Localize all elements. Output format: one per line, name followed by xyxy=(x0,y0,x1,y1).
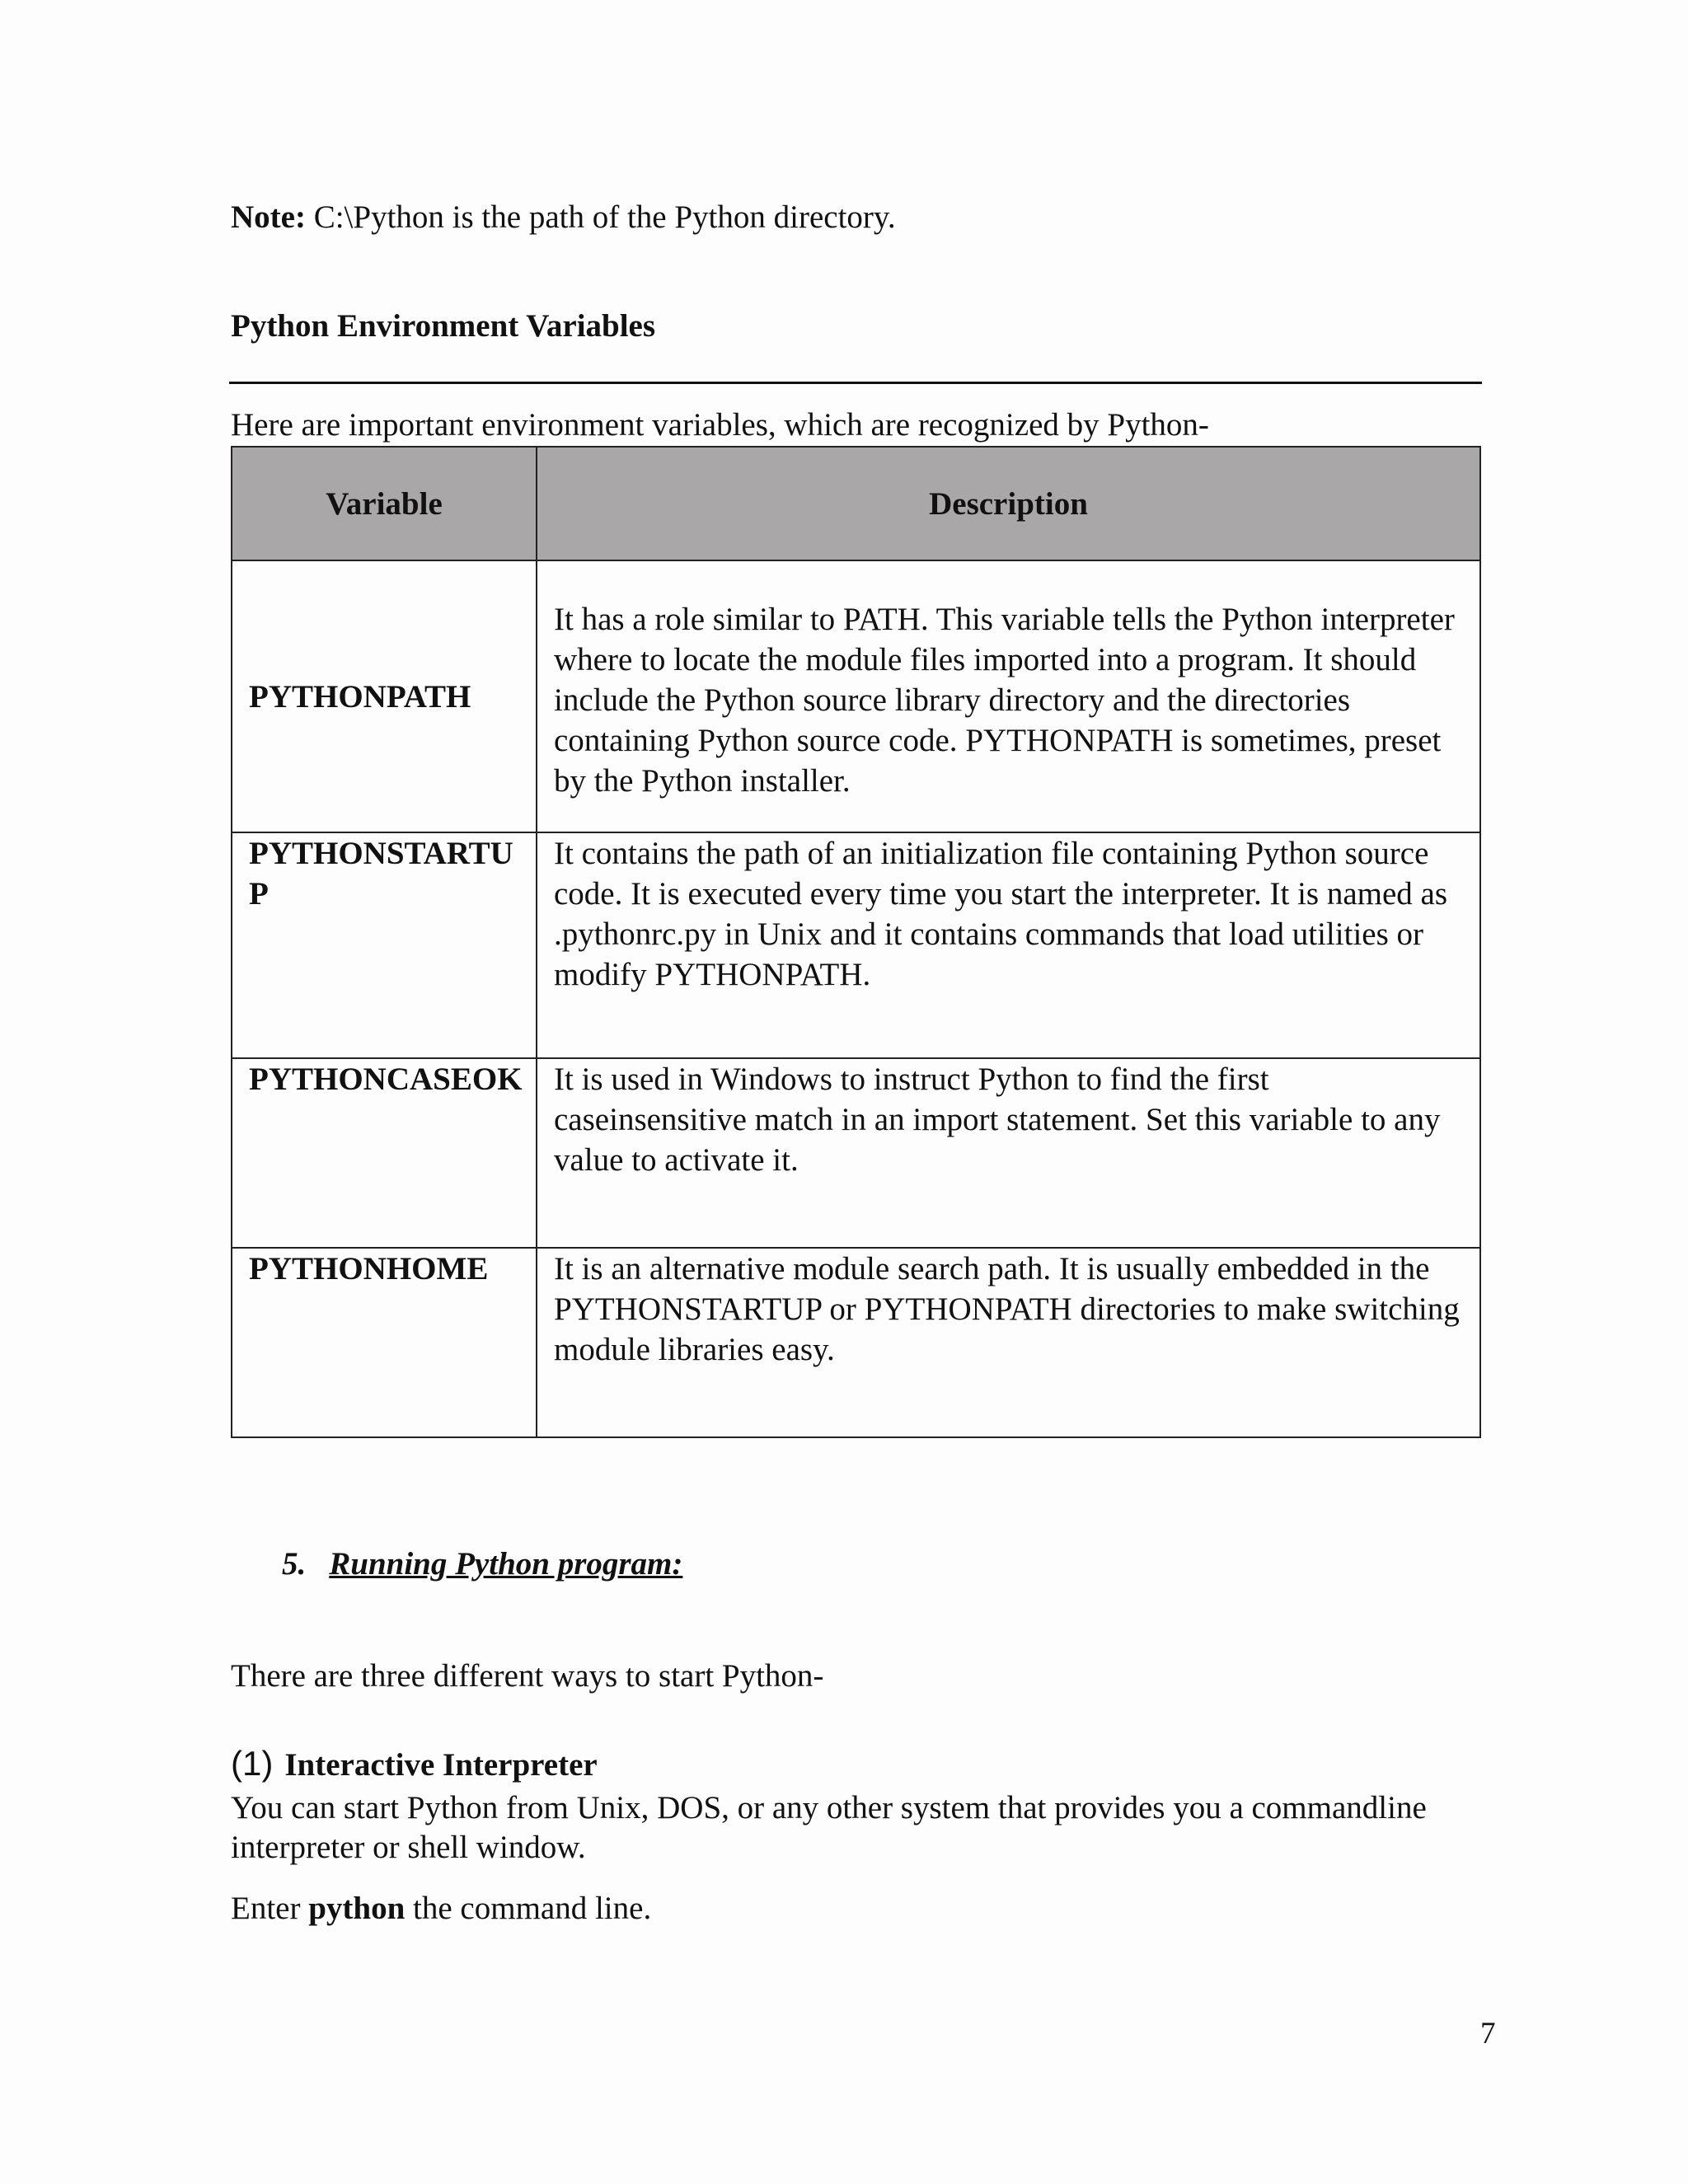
table-row xyxy=(232,1248,1480,1437)
variable-cell: PYTHONSTARTUP xyxy=(232,832,537,1058)
section-number: 5. xyxy=(282,1546,307,1582)
page-number: 7 xyxy=(1480,2017,1496,2050)
enter-command-line xyxy=(231,1886,651,1932)
variable-cell: PYTHONHOME xyxy=(232,1248,537,1437)
header-description: Description xyxy=(537,447,1480,560)
table-header-row xyxy=(232,447,1480,560)
subsection-title: Interactive Interpreter xyxy=(284,1747,598,1783)
section-title: Running Python program: xyxy=(329,1546,683,1582)
body-paragraph: You can start Python from Unix, DOS, or any other system that provides you a commandline interpreter or shell window. xyxy=(231,1790,1427,1865)
note-label: Note: xyxy=(231,199,306,235)
section-5-heading xyxy=(282,1541,682,1587)
note-text: C:\Python is the path of the Python directory. xyxy=(305,199,896,235)
header-variable: Variable xyxy=(232,447,537,560)
subsection-heading xyxy=(231,1741,598,1788)
intro-text: Here are important environment variables, which are recognized by Python- xyxy=(231,407,1209,443)
table-row xyxy=(232,560,1480,832)
section-heading: Python Environment Variables xyxy=(231,308,656,344)
variable-cell: PYTHONPATH xyxy=(232,560,537,832)
horizontal-rule xyxy=(229,382,1482,384)
variable-cell: PYTHONCASEOK xyxy=(232,1058,537,1248)
subsection-number: (1) xyxy=(231,1744,274,1783)
enter-before: Enter xyxy=(231,1891,309,1926)
note-line xyxy=(231,194,896,241)
description-cell: It is an alternative module search path. It is usually embedded in the PYTHONSTARTUP or PYTHONPATH directories to make switching module libraries easy. xyxy=(537,1248,1480,1437)
enter-command: python xyxy=(308,1891,406,1926)
description-cell: It is used in Windows to instruct Python to find the first caseinsensitive match in an import statement. Set this variable to any value to activate it. xyxy=(537,1058,1480,1248)
table-row xyxy=(232,1058,1480,1248)
enter-after: the command line. xyxy=(405,1891,652,1926)
ways-text: There are three different ways to start Python- xyxy=(231,1658,824,1694)
table-row xyxy=(232,832,1480,1058)
description-cell: It contains the path of an initialization file containing Python source code. It is executed every time you start the interpreter. It is named as .pythonrc.py in Unix and it contains commands that load utilities or modify PYTHONPATH. xyxy=(537,832,1480,1058)
environment-variables-table xyxy=(231,446,1481,1438)
description-cell: It has a role similar to PATH. This variable tells the Python interpreter where to locate the module files imported into a program. It should include the Python source library directory and the directories containing Python source code. PYTHONPATH is sometimes, preset by the Python installer. xyxy=(537,560,1480,832)
